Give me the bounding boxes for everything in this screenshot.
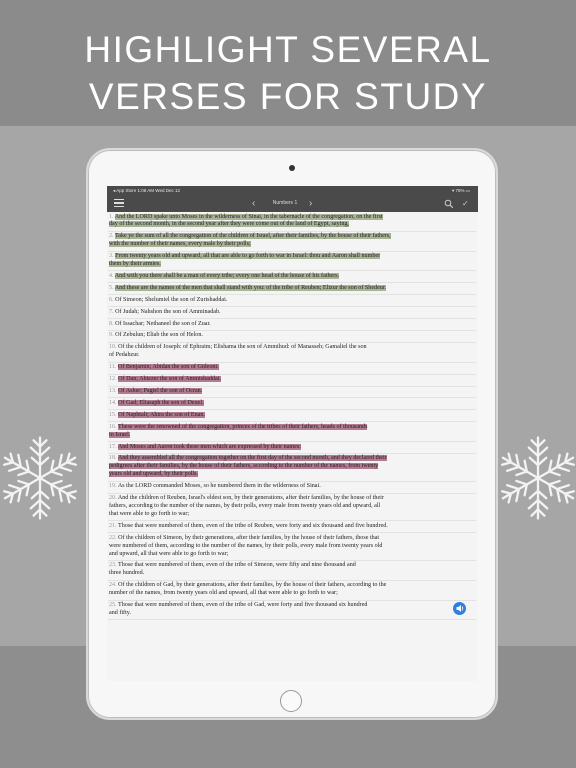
verse-number: 20. <box>109 495 118 502</box>
verse-number: 15. <box>109 411 119 418</box>
verse-number: 10. <box>109 344 119 351</box>
menu-icon[interactable] <box>114 199 124 208</box>
verse-number: 6. <box>109 296 116 303</box>
verse-text: Those that were numbered of them, even of the tribe of Simeon, were fifty and nine thousand and <box>118 562 356 569</box>
verse-text: Of Benjamin; Abidan the son of Gideoni. <box>117 364 219 371</box>
verse-number: 22. <box>109 534 119 541</box>
verse-row[interactable] <box>108 363 476 375</box>
verse-text: Those that were numbered of them, even of the tribe of Reuben, were forty and six thousand and five hundred. <box>118 522 388 529</box>
promo-headline <box>0 26 576 120</box>
next-chapter-button[interactable]: › <box>309 198 313 209</box>
snowflake-right-icon <box>492 432 576 524</box>
verse-text: with the number of their names, every male by their polls; <box>109 241 251 248</box>
verse-number: 9. <box>109 332 116 339</box>
status-bar <box>107 186 478 195</box>
verse-number: 8. <box>109 320 116 327</box>
verse-number: 17. <box>109 443 118 450</box>
verse-number: 19. <box>109 483 118 490</box>
verse-number: 1. <box>109 213 115 220</box>
verse-row[interactable] <box>108 212 476 232</box>
verse-text: Of Asher; Pagiel the son of Ocran. <box>118 388 203 394</box>
verse-row[interactable] <box>108 319 476 331</box>
verse-text: Of Judah; Nahshon the son of Amminadab. <box>115 308 221 315</box>
verse-text: And with you there shall be a man of every tribe; every one head of the house of his fathers. <box>114 272 340 279</box>
verse-row[interactable] <box>108 581 476 601</box>
verse-row[interactable] <box>108 307 476 319</box>
verse-number: 16. <box>109 423 119 430</box>
speaker-icon[interactable] <box>453 602 466 615</box>
status-right: ▾ 76% ▭ <box>451 188 470 193</box>
verse-row[interactable] <box>108 533 476 561</box>
check-icon[interactable]: ✓ <box>462 199 469 208</box>
verse-row[interactable] <box>108 252 476 272</box>
verse-text: Of the children of Joseph: of Ephraim; Elishama the son of Ammihud: of Manasseh; Gamaliel the son <box>118 344 367 351</box>
verse-text: in Israel. <box>109 431 131 438</box>
verse-row[interactable] <box>108 482 476 494</box>
verse-number: 7. <box>109 308 116 315</box>
verse-row[interactable] <box>108 331 476 343</box>
verse-text: number of the names, from twenty years old and upward, all that were able to go forth to war; <box>109 590 338 597</box>
previous-chapter-button[interactable]: ‹ <box>252 198 256 209</box>
verse-number: 5. <box>109 284 115 291</box>
verse-text: And Moses and Aaron took these men which are expressed by their names: <box>117 443 301 450</box>
verse-text: These were the renowned of the congregation, princes of the tribes of their fathers, heads of thousands <box>118 423 368 430</box>
verse-text: Take ye the sum of all the congregation of the children of Israel, after their families, by the house of their fathers, <box>114 233 391 240</box>
verse-number: 11. <box>109 364 118 371</box>
verse-text: and upward, all that were able to go forth to war; <box>109 550 229 557</box>
verse-text: Of Zebulun; Eliab the son of Helon. <box>115 332 203 339</box>
verse-row[interactable] <box>108 343 476 363</box>
verse-row[interactable] <box>108 442 476 454</box>
verse-number: 14. <box>109 399 119 406</box>
verse-row[interactable] <box>108 422 476 442</box>
verse-text: Of the children of Simeon, by their generations, after their families, by the house of their fathers, those that <box>118 534 380 541</box>
status-left: ◂ App Store 1:08 AM Wed Dec 12 <box>113 188 180 193</box>
verse-text: And the children of Reuben, Israel's eldest son, by their generations, after their families, by the house of their <box>117 495 384 502</box>
verse-text: And they assembled all the congregation together on the first day of the second month, and they declared their <box>117 455 387 462</box>
snowflake-left-icon <box>0 432 86 524</box>
verse-row[interactable] <box>108 561 476 581</box>
verse-row[interactable] <box>108 375 476 387</box>
verse-text: and fifty. <box>109 609 131 616</box>
verse-row[interactable] <box>108 521 476 533</box>
verse-text: of Pedahzur. <box>109 352 140 359</box>
verse-text: were numbered of them, according to the number of the names, by their polls, every male from twenty years old <box>109 542 383 549</box>
camera-icon <box>289 165 295 171</box>
verse-text: Of the children of Gad, by their generations, after their families, by the house of their fathers, according to the <box>118 582 387 589</box>
verse-text: And these are the names of the men that shall stand with you: of the tribe of Reuben; Elizur the son of Shedeur. <box>114 284 387 291</box>
verse-text: Of Naphtali; Ahira the son of Enan. <box>118 411 205 418</box>
chapter-title[interactable]: Numbers 1 <box>272 200 298 206</box>
verse-text: years old and upward, by their polls. <box>109 471 199 478</box>
verse-text: Of Simeon; Shelumiel the son of Zurishaddai. <box>115 296 228 303</box>
verse-text: fathers, according to the number of the names, by their polls, every male from twenty years old and upward, all <box>109 502 381 509</box>
verse-text: Of Gad; Eliasaph the son of Deuel. <box>118 399 204 406</box>
headline-line-1: HIGHLIGHT SEVERAL <box>84 29 492 70</box>
app-screen <box>107 186 478 681</box>
verse-text: pedigrees after their families, by the house of their fathers, according to the number of the names, from twenty <box>109 463 379 470</box>
verse-text: day of the second month, in the second year after they were come out of the land of Egypt, saying, <box>109 221 349 228</box>
verse-number: 24. <box>109 582 119 589</box>
verse-number: 21. <box>109 522 119 529</box>
verse-text: As the LORD commanded Moses, so he numbered them in the wilderness of Sinai. <box>117 483 321 490</box>
verse-row[interactable] <box>108 601 476 621</box>
verse-text: them by their armies. <box>109 261 161 268</box>
home-button[interactable] <box>280 690 302 712</box>
verse-text: And the LORD spake unto Moses in the wilderness of Sinai, in the tabernacle of the congregation, on the first <box>114 213 383 220</box>
verse-number: 12. <box>109 376 119 383</box>
verse-number: 18. <box>109 455 118 462</box>
verse-row[interactable] <box>108 283 476 295</box>
verse-text: Those that were numbered of them, even of the tribe of Gad, were forty and five thousand six hundred <box>118 602 368 609</box>
verse-row[interactable] <box>108 232 476 252</box>
verse-row[interactable] <box>108 271 476 283</box>
search-icon[interactable] <box>444 199 454 209</box>
verse-number: 13. <box>109 388 119 394</box>
reader-toolbar <box>107 195 478 212</box>
verse-text: that were able to go forth to war; <box>109 510 190 517</box>
verse-row[interactable] <box>108 494 476 522</box>
verse-number: 4. <box>109 272 115 279</box>
headline-line-2: VERSES FOR STUDY <box>88 76 488 117</box>
verse-number: 25. <box>109 602 119 609</box>
verse-row[interactable] <box>108 398 476 410</box>
verse-list <box>108 212 476 620</box>
verse-number: 3. <box>109 253 116 260</box>
verse-number: 2. <box>109 233 115 240</box>
verse-text: Of Dan; Ahiezer the son of Ammishaddai. <box>118 376 221 383</box>
verse-text: three hundred. <box>109 570 145 577</box>
verse-row[interactable] <box>108 410 476 422</box>
verse-row[interactable] <box>108 387 476 399</box>
verse-number: 23. <box>109 562 119 569</box>
verse-row[interactable] <box>108 454 476 482</box>
verse-text: From twenty years old and upward, all that are able to go forth to war in Israel: thou and Aaron shall number <box>115 253 381 260</box>
verse-text: Of Issachar; Nethaneel the son of Zuar. <box>115 320 211 327</box>
verse-row[interactable] <box>108 295 476 307</box>
